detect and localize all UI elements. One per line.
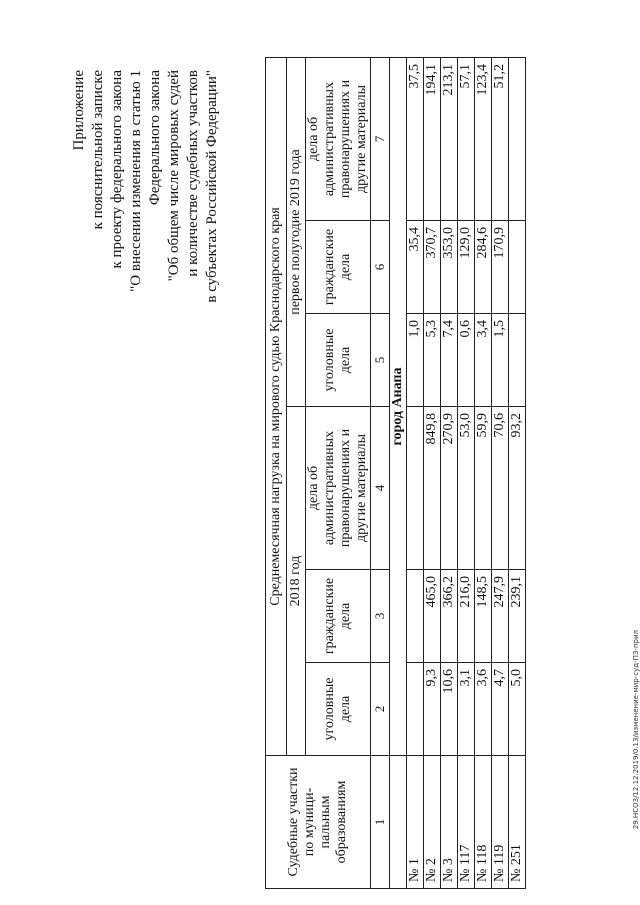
cell: 370,7 bbox=[424, 221, 441, 314]
cell: 0,6 bbox=[458, 314, 475, 407]
cell: 123,4 bbox=[475, 58, 492, 221]
cell: 213,1 bbox=[441, 58, 458, 221]
cell: 129,0 bbox=[458, 221, 475, 314]
cell: 10,6 bbox=[441, 663, 458, 756]
section-number: № 118 bbox=[475, 756, 492, 889]
cell bbox=[407, 570, 424, 663]
document-code bbox=[632, 630, 640, 829]
section-number: № 3 bbox=[441, 756, 458, 889]
cell bbox=[509, 314, 526, 407]
cell: 148,5 bbox=[475, 570, 492, 663]
table-row bbox=[458, 58, 475, 889]
cell: 70,6 bbox=[492, 407, 509, 570]
criminal-cases-header-2018: уголовные дела bbox=[306, 663, 371, 756]
header-line: к пояснительной записке bbox=[90, 70, 106, 230]
cell: 7,4 bbox=[441, 314, 458, 407]
cell: 3,1 bbox=[458, 663, 475, 756]
criminal-cases-header-2019: уголовные дела bbox=[306, 314, 371, 407]
cell: 270,9 bbox=[441, 407, 458, 570]
cell: 194,1 bbox=[424, 58, 441, 221]
header-line: "О внесении изменения в статью 1 bbox=[128, 70, 144, 292]
column-number: 6 bbox=[371, 221, 390, 314]
cell: 284,6 bbox=[475, 221, 492, 314]
cell bbox=[407, 663, 424, 756]
column-number: 7 bbox=[371, 58, 390, 221]
appendix-header bbox=[70, 70, 222, 590]
header-line: "Об общем числе мировых судей bbox=[166, 70, 182, 282]
cell bbox=[407, 407, 424, 570]
section-title: город Анапа bbox=[390, 58, 407, 756]
cell: 1,5 bbox=[492, 314, 509, 407]
cell: 5,0 bbox=[509, 663, 526, 756]
civil-cases-header-2018: гражданские дела bbox=[306, 570, 371, 663]
column-number: 4 bbox=[371, 407, 390, 570]
section-number: № 117 bbox=[458, 756, 475, 889]
section-number: № 251 bbox=[509, 756, 526, 889]
document-code-text: 29.НСОЗ/12.12.2019/0.13/изменение-мир-суд-ПЗ-прил bbox=[632, 630, 640, 830]
column-number: 5 bbox=[371, 314, 390, 407]
cell: 465,0 bbox=[424, 570, 441, 663]
cell: 216,0 bbox=[458, 570, 475, 663]
cell: 9,3 bbox=[424, 663, 441, 756]
cell bbox=[509, 58, 526, 221]
cell: 366,2 bbox=[441, 570, 458, 663]
cell: 3,4 bbox=[475, 314, 492, 407]
cell: 353,0 bbox=[441, 221, 458, 314]
cell: 247,9 bbox=[492, 570, 509, 663]
cell: 239,1 bbox=[509, 570, 526, 663]
cell: 53,0 bbox=[458, 407, 475, 570]
table-title: Среднемесячная нагрузка на мирового судью Краснодарского края bbox=[266, 58, 287, 756]
admin-cases-header-2019: дела об административных правонарушениях и другие материалы bbox=[306, 58, 371, 221]
cell: 93,2 bbox=[509, 407, 526, 570]
cell: 4,7 bbox=[492, 663, 509, 756]
admin-cases-header-2018: дела об административных правонарушениях и другие материалы bbox=[306, 407, 371, 570]
workload-table-wrapper bbox=[265, 57, 526, 889]
column-number: 2 bbox=[371, 663, 390, 756]
header-line: в субъектах Российской Федерации" bbox=[204, 70, 220, 303]
civil-cases-header-2019: гражданские дела bbox=[306, 221, 371, 314]
cell bbox=[509, 221, 526, 314]
column-number-row bbox=[371, 58, 390, 889]
cell: 3,6 bbox=[475, 663, 492, 756]
cell: 5,3 bbox=[424, 314, 441, 407]
table-row bbox=[407, 58, 424, 889]
period-2018-header: 2018 год bbox=[287, 407, 306, 756]
column-number: 3 bbox=[371, 570, 390, 663]
table-row bbox=[441, 58, 458, 889]
cell: 59,9 bbox=[475, 407, 492, 570]
table-row bbox=[492, 58, 509, 889]
header-line: Приложение bbox=[71, 70, 87, 151]
cell: 170,9 bbox=[492, 221, 509, 314]
section-number: № 119 bbox=[492, 756, 509, 889]
header-line: к проекту федерального закона bbox=[109, 70, 125, 269]
cell: 51,2 bbox=[492, 58, 509, 221]
cell: 57,1 bbox=[458, 58, 475, 221]
column-number: 1 bbox=[371, 756, 390, 889]
cell: 35,4 bbox=[407, 221, 424, 314]
section-number: № 1 bbox=[407, 756, 424, 889]
rotated-content bbox=[60, 35, 600, 895]
table-row bbox=[475, 58, 492, 889]
period-2019-header: первое полугодие 2019 года bbox=[287, 58, 306, 407]
workload-table bbox=[265, 57, 526, 889]
cell: 37,5 bbox=[407, 58, 424, 221]
col-header-court-sections: Судебные участки по муници-пальным образованиям bbox=[266, 756, 371, 889]
table-row bbox=[509, 58, 526, 889]
header-line: Федерального закона bbox=[147, 70, 163, 206]
cell: 1,0 bbox=[407, 314, 424, 407]
header-line: и количестве судебных участков bbox=[185, 70, 201, 277]
cell: 849,8 bbox=[424, 407, 441, 570]
section-number: № 2 bbox=[424, 756, 441, 889]
table-row bbox=[424, 58, 441, 889]
